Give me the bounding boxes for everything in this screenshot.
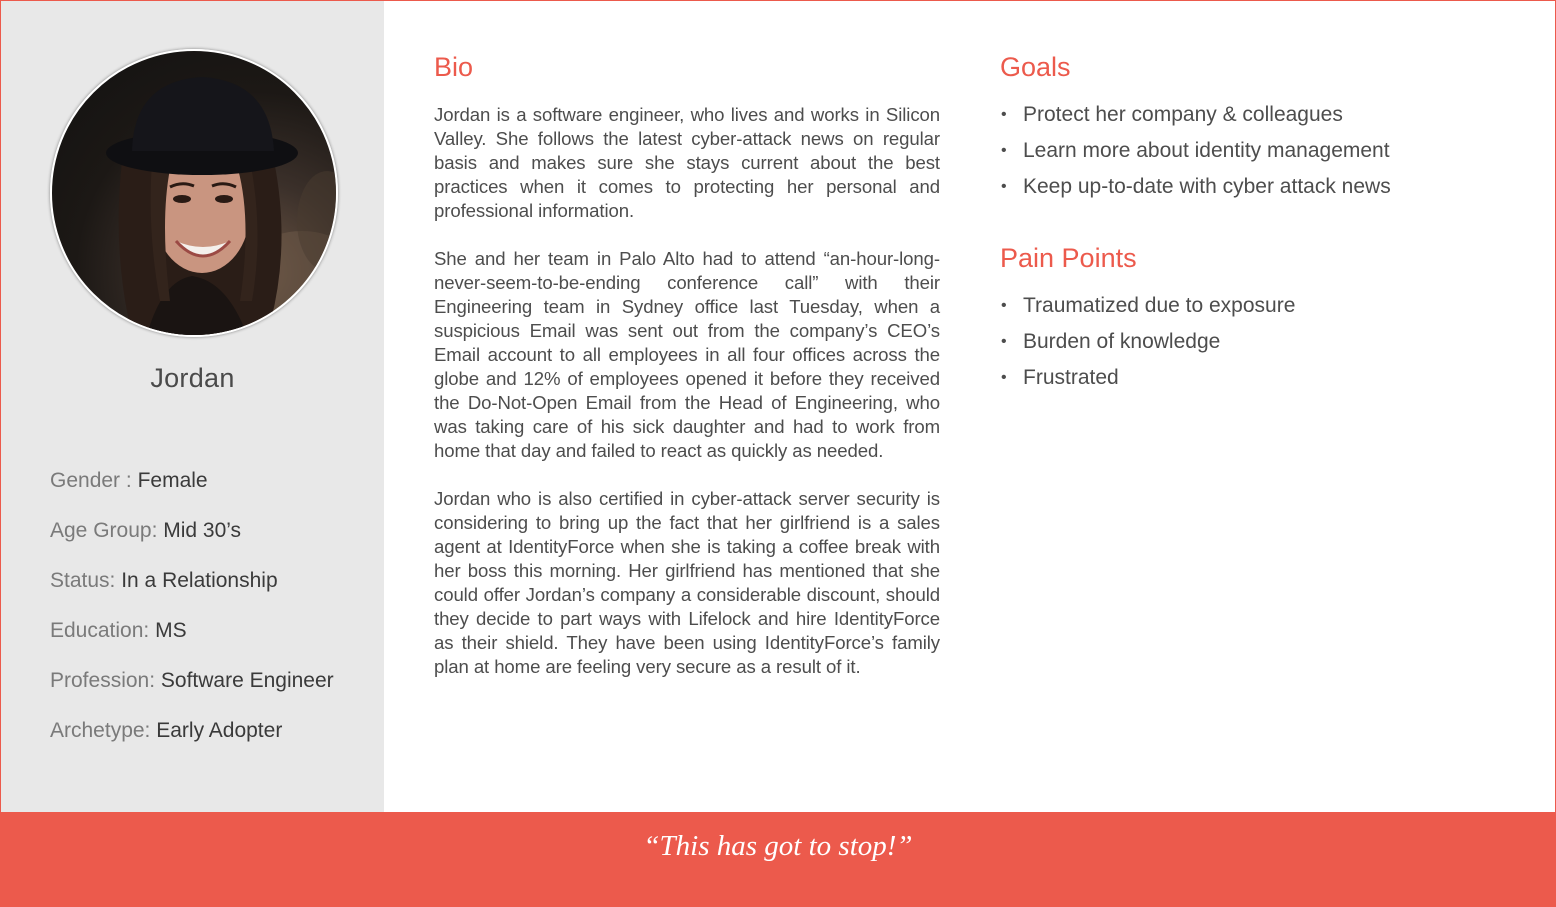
pain-points-title: Pain Points [1000,243,1137,273]
bio-paragraph: She and her team in Palo Alto had to attend “an-hour-long-never-seem-to-be-ending conference call” with their Engineering team in Sydney office last Tuesday, when a suspicious Email was sent out from the company’s CEO’s Email account to all employees in all four offices across the globe and 12% of employees opened it before they received the Do-Not-Open Email from the Head of Engineering, who was taking care of his sick daughter and had to work from home that day and failed to react as quickly as needed. [434,248,940,461]
goals-title: Goals [1000,52,1071,82]
goal-item: • Learn more about identity management [1000,133,1520,169]
profile-sidebar [1,1,384,813]
goals-pain-column [1000,49,1520,396]
attribute-value: Female [137,469,208,492]
attribute-value: Early Adopter [156,719,283,742]
portrait-illustration [52,51,336,335]
bio-section [434,49,940,703]
attribute-label: Archetype: [50,719,157,742]
attribute-value: In a Relationship [121,569,278,592]
persona-name: Jordan [150,363,235,393]
persona-quote: “This has got to stop!” [643,830,913,862]
pain-point-item: • Frustrated [1000,360,1520,396]
pain-points-list [1000,288,1520,396]
attribute-value: MS [155,619,187,642]
pain-point-item: • Traumatized due to exposure [1000,288,1520,324]
attribute-gender [50,467,334,517]
goal-item: • Protect her company & colleagues [1000,97,1520,133]
profile-photo [50,49,338,337]
goal-item: • Keep up-to-date with cyber attack news [1000,169,1520,205]
attribute-label: Age Group: [50,519,164,542]
pain-point-item: • Burden of knowledge [1000,324,1520,360]
attribute-label: Profession: [50,669,161,692]
attribute-education [50,617,334,667]
attribute-archetype [50,717,334,767]
attribute-label: Education: [50,619,156,642]
attribute-label: Status: [50,569,122,592]
attribute-value: Mid 30’s [163,519,242,542]
attribute-status [50,567,334,617]
bio-title: Bio [434,52,474,82]
attribute-profession [50,667,334,717]
goals-list [1000,97,1520,205]
persona-attributes [50,467,334,767]
attribute-age-group [50,517,334,567]
bio-paragraph: Jordan who is also certified in cyber-attack server security is considering to bring up the fact that her girlfriend is a sales agent at IdentityForce when she is taking a coffee break with her boss this morning. Her girlfriend has mentioned that she could offer Jordan’s company a considerable discount, should they decide to part ways with Lifelock and hire IdentityForce as their shield. They have been using IdentityForce’s family plan at home are feeling very secure as a result of it. [434,488,940,677]
attribute-label: Gender : [50,469,138,492]
bio-paragraph: Jordan is a software engineer, who lives and works in Silicon Valley. She follows the latest cyber-attack news on regular basis and makes sure she stays current about the best practices when it comes to protecting her personal and professional information. [434,104,940,221]
attribute-value: Software Engineer [160,669,334,692]
